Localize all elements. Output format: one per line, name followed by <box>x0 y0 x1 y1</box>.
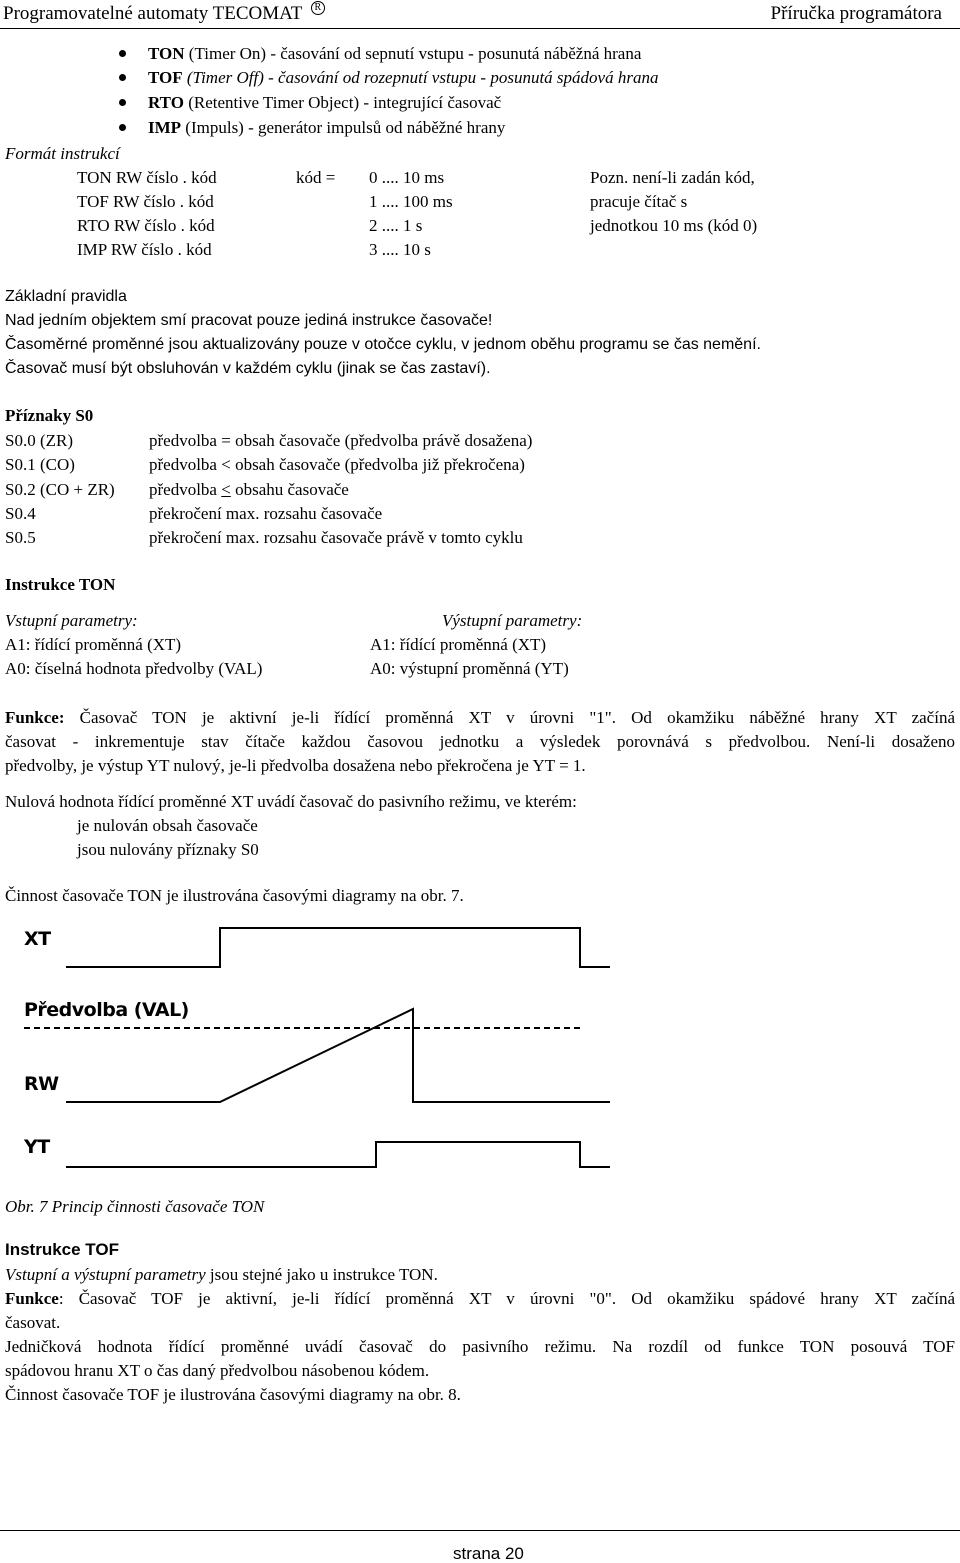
ton-function-line: předvolby, je výstup YT nulový, je-li předvolba dosažena nebo překročena je YT = 1. <box>5 756 586 775</box>
tof-function-line: časovat. <box>5 1313 61 1332</box>
header-manual-title: Příručka programátora <box>770 3 942 24</box>
flag-code: S0.5 <box>5 528 36 547</box>
code-value: 3 .... 10 s <box>369 240 431 259</box>
yt-waveform <box>66 1142 610 1167</box>
flag-code: S0.1 (CO) <box>5 455 75 474</box>
ton-inputs-heading: Vstupní parametry: <box>5 611 138 630</box>
ton-function-line: časovat - inkrementuje stav čítače každou časovou jednotku a výsledek porovnává s předvolbou. Není-li dosaženo <box>5 732 955 751</box>
tof-text-line: Činnost časovače TOF je ilustrována časovými diagramy na obr. 8. <box>5 1385 461 1404</box>
flag-code: S0.2 (CO + ZR) <box>5 480 115 499</box>
rw-label: RW <box>24 1073 59 1095</box>
ton-output-param: A1: řídící proměnná (XT) <box>370 635 547 654</box>
tof-text-line: Jedničková hodnota řídící proměnné uvádí časovač do pasivního režimu. Na rozdíl od funkce TON posouvá TOF <box>5 1337 955 1356</box>
registered-mark: R <box>311 1 325 15</box>
timer-type-item: TON (Timer On) - časování od sepnutí vstupu - posunutá náběžná hrana <box>148 44 642 63</box>
flag-desc: předvolba = obsah časovače (předvolba právě dosažena) <box>149 431 533 450</box>
kod-label: kód = <box>296 168 336 187</box>
ton-heading: Instrukce TON <box>5 575 116 594</box>
predvolba-label: Předvolba (VAL) <box>24 999 189 1021</box>
rw-waveform <box>66 1009 610 1102</box>
tof-heading: Instrukce TOF <box>5 1240 119 1259</box>
xt-label: XT <box>24 928 51 950</box>
code-value: 0 .... 10 ms <box>369 168 445 187</box>
figure-caption: Obr. 7 Princip činnosti časovače TON <box>5 1197 265 1216</box>
code-value: 2 .... 1 s <box>369 216 423 235</box>
header-title: Programovatelné automaty TECOMAT R <box>3 4 325 23</box>
code-value: 1 .... 100 ms <box>369 192 453 211</box>
less-equal-symbol: < <box>221 480 231 499</box>
footer-rule <box>0 1530 960 1531</box>
format-heading: Formát instrukcí <box>5 144 120 163</box>
ton-input-param: A1: řídící proměnná (XT) <box>5 635 182 654</box>
format-instruction: TOF RW číslo . kód <box>77 192 214 211</box>
tof-function-line: Funkce: Časovač TOF je aktivní, je-li řídící proměnná XT v úrovni "0". Od okamžiku spádové hrany XT začíná <box>5 1289 955 1308</box>
ton-input-param: A0: číselná hodnota předvolby (VAL) <box>5 659 263 678</box>
format-note: jednotkou 10 ms (kód 0) <box>590 216 758 235</box>
format-instruction: IMP RW číslo . kód <box>77 240 212 259</box>
rule-line: Nad jedním objektem smí pracovat pouze jediná instrukce časovače! <box>5 312 493 329</box>
format-instruction: RTO RW číslo . kód <box>77 216 215 235</box>
ton-output-param: A0: výstupní proměnná (YT) <box>370 659 569 678</box>
ton-function-line: Funkce: Časovač TON je aktivní je-li řídící proměnná XT v úrovni "1". Od okamžiku náběžné hrany XT začíná <box>5 708 955 727</box>
tof-params: Vstupní a výstupní parametry jsou stejné jako u instrukce TON. <box>5 1265 438 1284</box>
timer-type-item: RTO (Retentive Timer Object) - integrující časovač <box>148 93 502 112</box>
flag-code: S0.4 <box>5 504 36 523</box>
timer-type-item: TOF (Timer Off) - časování od rozepnutí vstupu - posunutá spádová hrana <box>148 68 659 87</box>
timer-type-item: IMP (Impuls) - generátor impulsů od náběžné hrany <box>148 118 506 137</box>
rule-line: Časoměrné proměnné jsou aktualizovány pouze v otočce cyklu, v jednom oběhu programu se čas nemění. <box>5 336 761 353</box>
format-note: Pozn. není-li zadán kód, <box>590 168 755 187</box>
format-note: pracuje čítač s <box>590 192 688 211</box>
flags-heading: Příznaky S0 <box>5 406 94 425</box>
page-number: strana 20 <box>453 1544 524 1563</box>
flag-code: S0.0 (ZR) <box>5 431 73 450</box>
rule-line: Časovač musí být obsluhován v každém cyklu (jinak se čas zastaví). <box>5 360 491 377</box>
flag-desc: předvolba < obsahu časovače <box>149 480 349 499</box>
flag-desc: překročení max. rozsahu časovače <box>149 504 383 523</box>
xt-waveform <box>66 928 610 967</box>
flag-desc: překročení max. rozsahu časovače právě v tomto cyklu <box>149 528 523 547</box>
flag-desc: předvolba < obsah časovače (předvolba již překročena) <box>149 455 525 474</box>
ton-illustration-note: Činnost časovače TON je ilustrována časovými diagramy na obr. 7. <box>5 886 464 905</box>
yt-label: YT <box>24 1136 50 1158</box>
ton-zero-item: je nulován obsah časovače <box>77 816 258 835</box>
format-instruction: TON RW číslo . kód <box>77 168 217 187</box>
ton-outputs-heading: Výstupní parametry: <box>442 611 583 630</box>
ton-zero-item: jsou nulovány příznaky S0 <box>77 840 259 859</box>
tof-text-line: spádovou hranu XT o čas daný předvolbou násobenou kódem. <box>5 1361 430 1380</box>
ton-zero-intro: Nulová hodnota řídící proměnné XT uvádí časovač do pasivního režimu, ve kterém: <box>5 792 577 811</box>
rules-heading: Základní pravidla <box>5 288 127 305</box>
